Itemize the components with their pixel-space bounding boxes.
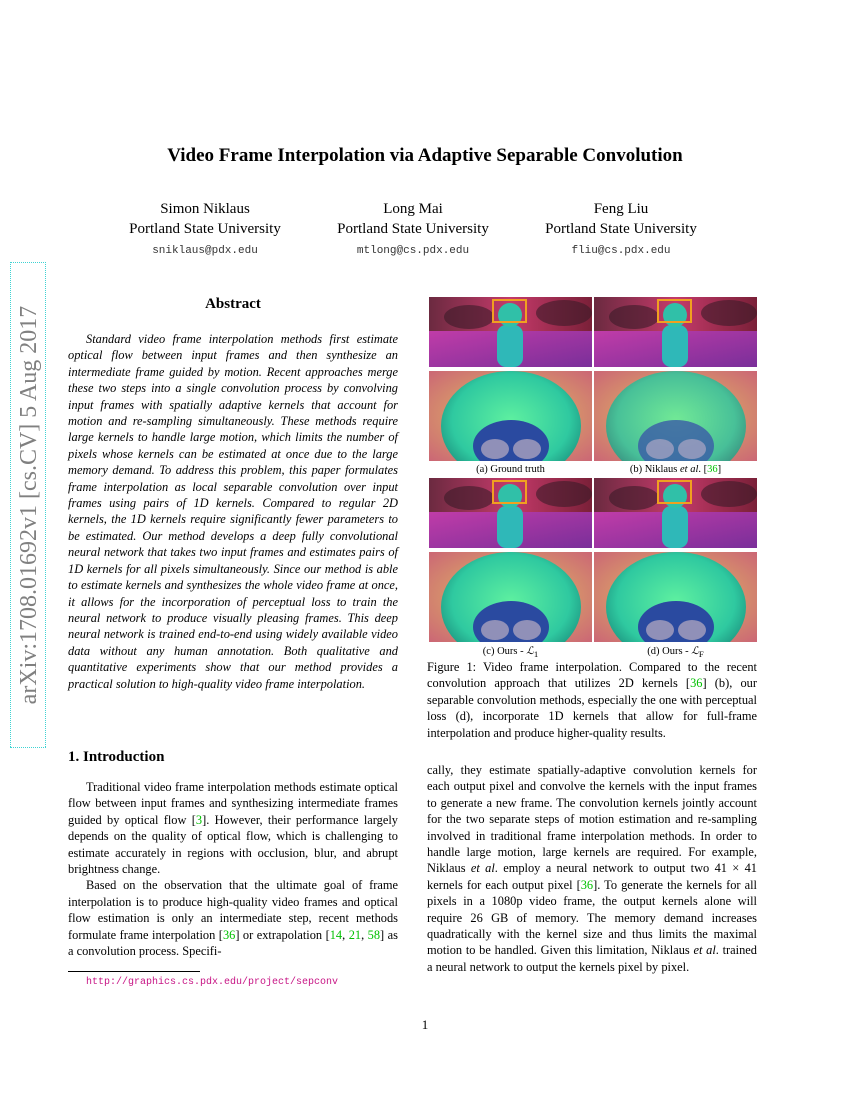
citation-link[interactable]: 36	[580, 877, 594, 892]
panel-caption: (a) Ground truth	[476, 464, 545, 475]
zoom-crop	[594, 552, 757, 642]
figure-caption: Figure 1: Video frame interpolation. Compared to the recent convolution approach that utilizes 2D kernels [36] (b), our separable convolution methods, especially the one with perceptual loss (d), incorporate 1D kernels that allow for full-frame interpolation and produce higher-quality results.	[427, 660, 757, 740]
zoom-image	[594, 552, 757, 642]
author-affiliation: Portland State University	[545, 221, 697, 237]
scene-thumbnail	[594, 297, 757, 367]
zoom-crop	[429, 552, 592, 642]
author-block	[521, 199, 721, 261]
author-name: Long Mai	[383, 201, 443, 217]
citation-link[interactable]: 14	[329, 927, 343, 942]
zoom-image	[429, 552, 592, 642]
abstract-heading: Abstract	[205, 296, 261, 312]
scene-image	[594, 478, 757, 548]
scene-image	[429, 478, 592, 548]
author-affiliation: Portland State University	[129, 221, 281, 237]
citation-link[interactable]: 36	[222, 927, 236, 942]
figure-panel	[594, 478, 757, 659]
arxiv-stamp-text: arXiv:1708.01692v1 [cs.CV] 5 Aug 2017	[10, 262, 46, 748]
citation-link[interactable]: 3	[195, 812, 203, 827]
figure-panel	[429, 297, 592, 475]
figure-panel	[429, 478, 592, 659]
zoom-crop	[594, 371, 757, 461]
citation-link[interactable]: 21	[348, 927, 362, 942]
zoom-image	[429, 371, 592, 461]
paragraph: Traditional video frame interpolation methods estimate optical flow between input frames and synthesizing intermediate frames guided by optical flow [3]. However, their performance largely depends on the quality of optical flow, which is challenging to estimate accurately in regions with occlusion, blur, and abrupt brightness change.	[68, 780, 398, 877]
figure-panel	[594, 297, 757, 475]
author-block	[105, 199, 305, 261]
footnote-rule	[68, 971, 200, 972]
zoom-crop	[429, 371, 592, 461]
abstract-text: Standard video frame interpolation methods first estimate optical flow between input frames and then synthesize an intermediate frame guided by motion. Recent approaches merge these two steps into a single convolution process by convolving input frames with spatially adaptive kernels that account for motion and re-sampling simultaneously. These methods require large kernels to handle large motion, which limits the number of pixels whose kernels can be estimated at once due to the large memory demand. To address this problem, this paper formulates frame interpolation as local separable convolution over input frames using pairs of 1D kernels. Compared to regular 2D kernels, the 1D kernels require significantly fewer parameters to be estimated. Our method develops a deep fully convolutional neural network that takes two input frames and estimates pairs of 1D kernels for all pixels simultaneously. Since our method is able to estimate kernels and synthesizes the whole video frame at once, it allows for the incorporation of perceptual loss to train the neural network to produce visually pleasing frames. This deep neural network is trained end-to-end using widely available video data without any human annotation. Both qualitative and quantitative experiments show that our method provides a practical solution to high-quality video frame interpolation.	[68, 332, 398, 691]
citation-link[interactable]: 58	[367, 927, 381, 942]
author-email[interactable]: mtlong@cs.pdx.edu	[356, 245, 470, 257]
author-email[interactable]: sniklaus@pdx.edu	[152, 245, 258, 257]
paper-title: Video Frame Interpolation via Adaptive Separable Convolution	[167, 145, 683, 166]
scene-thumbnail	[429, 297, 592, 367]
paragraph: Based on the observation that the ultimate goal of frame interpolation is to produce high-quality video frames and optical flow estimation is only an intermediate step, recent methods formulate frame interpolation [36] or extrapolation [14, 21, 58] as a convolution process. Specifi-	[68, 878, 398, 959]
zoom-image	[594, 371, 757, 461]
scene-image	[429, 297, 592, 367]
intro-left-column	[68, 779, 398, 959]
author-block	[313, 199, 513, 261]
scene-image	[594, 297, 757, 367]
author-email[interactable]: fliu@cs.pdx.edu	[571, 245, 671, 257]
scene-thumbnail	[429, 478, 592, 548]
footnote-link[interactable]: http://graphics.cs.pdx.edu/project/sepconv	[86, 977, 339, 988]
section-heading: 1. Introduction	[68, 749, 165, 765]
panel-caption: (d) Ours - ℒ$_F$	[647, 646, 704, 660]
arxiv-stamp	[8, 262, 48, 748]
scene-thumbnail	[594, 478, 757, 548]
author-name: Feng Liu	[593, 201, 649, 217]
paragraph: cally, they estimate spatially-adaptive convolution kernels for each output pixel and convolve the kernels with the input frames to generate a new frame. The convolution kernels jointly account for the two separate steps of motion estimation and re-sampling involved in traditional frame interpolation methods. In order to handle large motion, large kernels are required. For example, Niklaus et al. employ a neural network to output two 41 × 41 kernels for each output pixel [36]. To generate the kernels for all pixels in a 1080p video frame, the output kernels alone will require 26 GB of memory. The memory demand increases quadratically with the kernel size and thus limits the maximal motion to be handled. Given this limitation, Niklaus et al. trained a neural network to output the kernels pixel by pixel.	[427, 763, 757, 974]
author-affiliation: Portland State University	[337, 221, 489, 237]
citation-link[interactable]: 36	[690, 676, 703, 691]
intro-right-column	[427, 762, 757, 975]
page-number: 1	[421, 1017, 429, 1032]
author-name: Simon Niklaus	[160, 201, 250, 217]
panel-caption: (c) Ours - ℒ$_1$	[482, 646, 539, 660]
citation-link[interactable]: 36	[707, 464, 718, 475]
panel-caption: (b) Niklaus et al. [36]	[629, 464, 722, 475]
